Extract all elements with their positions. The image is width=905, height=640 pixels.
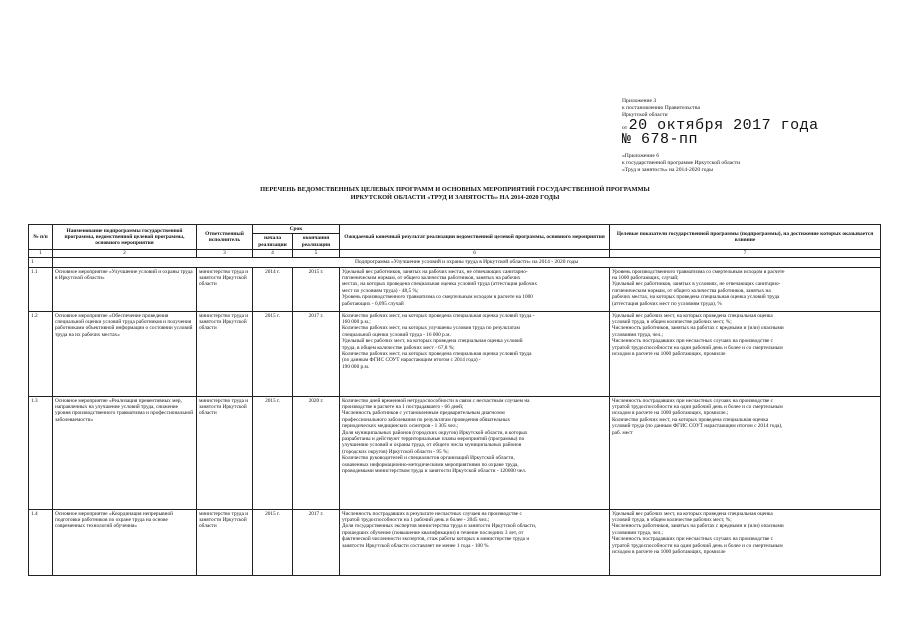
result-line: 190 000 р.м. xyxy=(342,363,370,370)
appendix-line-6: «Приложение 6 xyxy=(622,153,660,159)
header-executor: Ответственный исполнитель xyxy=(197,225,253,250)
row-executor: министерство труда и занятости Иркутской области xyxy=(197,509,253,575)
column-index-row xyxy=(29,250,881,258)
indicator-line: Численность пострадавших при несчастных случаях на производстве с xyxy=(612,536,773,543)
appendix-line-8: «Труд и занятость» на 2014-2020 годы xyxy=(622,167,713,173)
result-line: производстве в расчете на 1 пострадавшего - 66 дней; xyxy=(342,404,464,411)
indicator-line: на 1000 работающих, случай; xyxy=(612,275,679,282)
row-executor: министерство труда и занятости Иркутской области xyxy=(197,396,253,509)
header-row xyxy=(29,225,881,234)
row-end: 2020 г. xyxy=(293,396,340,509)
row-name: Основное мероприятие «Координация непрерывной подготовки работников по охране труда на основе современных технологий обучения» xyxy=(53,509,197,575)
result-line: Численность работников с установленным предварительным диагнозом xyxy=(342,410,505,417)
result-line: Количество рабочих мест, на которых проведена специальная оценка условий труда xyxy=(342,351,532,358)
indicator-line: Численность пострадавших при несчастных случаях на производстве с xyxy=(612,397,773,404)
result-line: Уровень производственного травматизма со смертельным исходом в расчете на 1000 xyxy=(342,294,533,301)
row-start: 2015 г. xyxy=(253,311,293,396)
row-num: 1.4 xyxy=(29,509,53,575)
table-row xyxy=(29,267,881,311)
result-line: занятости Иркутской области составляет не менее 1 года - 100 % xyxy=(342,542,489,549)
result-line: гигиеническим нормам, от общего количества работников, занятых на рабочих xyxy=(342,275,521,282)
result-line: Количество дней временной нетрудоспособности в связи с несчастным случаем на xyxy=(342,397,530,404)
result-line: Доля муниципальных районов (городских округов) Иркутской области, в которых xyxy=(342,429,528,436)
indicator-line: условиями труда, чел.; xyxy=(612,529,664,536)
appendix-block xyxy=(622,98,872,174)
col-index: 2 xyxy=(53,250,197,258)
title-line-1: ПЕРЕЧЕНЬ ВЕДОМСТВЕННЫХ ЦЕЛЕВЫХ ПРОГРАММ И ОСНОВНЫХ МЕРОПРИЯТИЙ ГОСУДАРСТВЕННОЙ ПРОГРАММЫ xyxy=(260,186,650,193)
subprogram-label: Подпрограмма «Улучшение условий и охраны труда в Иркутской области» на 2014 - 2020 годы xyxy=(53,258,881,267)
result-line: (по данным ФГИС СОУТ нарастающим итогом с 2014 года) - xyxy=(342,357,481,364)
row-indicators xyxy=(610,267,881,311)
row-num: 1.1 xyxy=(29,267,53,311)
appendix-date-prefix: от xyxy=(622,125,628,131)
col-index: 5 xyxy=(293,250,340,258)
result-line: улучшению условий и охраны труда, от общего числа муниципальных районов xyxy=(342,442,522,449)
result-line: Количество рабочих мест, на которых улучшены условия труда по результатам xyxy=(342,325,520,332)
result-line: прошедших обучение (повышение квалификации) в течение последних 3 лет, от xyxy=(342,529,524,536)
result-line: мест по условиям труда) - 48,5 %; xyxy=(342,287,419,294)
indicator-line: Численность пострадавших при несчастных случаях на производстве с xyxy=(612,338,773,345)
appendix-number: № 678-пп xyxy=(622,131,699,148)
header-num: № п/п xyxy=(29,225,53,250)
col-index: 1 xyxy=(29,250,53,258)
header-result: Ожидаемый конечный результат реализации ведомственной целевой программы, основного мероприятия xyxy=(340,225,610,250)
indicator-line: утратой трудоспособности на один рабочий день и более и со смертельным xyxy=(612,344,783,351)
title-line-2: ИРКУТСКОЙ ОБЛАСТИ «ТРУД И ЗАНЯТОСТЬ» НА 2014-2020 ГОДЫ xyxy=(350,194,560,201)
header-end: окончания реализации xyxy=(293,234,340,250)
result-line: утратой трудоспособности на 1 рабочий день и более - 2045 чел.; xyxy=(342,517,490,524)
result-line: фактической численности экспертов, стаж работы которых в министерстве труда и xyxy=(342,536,530,543)
indicator-line: раб. мест xyxy=(612,429,633,436)
row-executor: министерство труда и занятости Иркутской области xyxy=(197,311,253,396)
indicator-line: Численность работников, занятых на работах с вредными и (или) опасными xyxy=(612,325,784,332)
row-result xyxy=(340,267,610,311)
result-line: Количество руководителей и специалистов организаций Иркутской области, xyxy=(342,455,515,462)
result-line: охваченных информационно-методическими мероприятиями по охране труда, xyxy=(342,461,519,468)
subprogram-row xyxy=(29,258,881,267)
result-line: труда, в общем количестве рабочих мест - 67,8 %; xyxy=(342,344,455,351)
col-index: 6 xyxy=(340,250,610,258)
row-num: 1.2 xyxy=(29,311,53,396)
indicator-line: Удельный вес работников, занятых в условиях, не отвечающих санитарно- xyxy=(612,281,781,288)
appendix-line-7: к государственной программе Иркутской области xyxy=(622,160,741,166)
row-indicators xyxy=(610,396,881,509)
row-indicators xyxy=(610,509,881,575)
result-line: разработаны и действуют территориальные планы мероприятий (программы) по xyxy=(342,436,525,443)
appendix-date: 20 октября 2017 года xyxy=(628,117,819,134)
header-term: Срок xyxy=(253,225,340,234)
header-name: Наименование подпрограммы государственной программы, ведомственной целевой программы, основного мероприятия xyxy=(53,225,197,250)
indicator-line: условий труда, в общем количестве рабочих мест, %; xyxy=(612,319,732,326)
row-num: 1.3 xyxy=(29,396,53,509)
result-line: Численность пострадавших в результате несчастных случаев на производстве с xyxy=(342,510,522,517)
row-end: 2017 г. xyxy=(293,509,340,575)
indicator-line: гигиеническим нормам, от общего количества работников, занятых на xyxy=(612,287,771,294)
col-index: 4 xyxy=(253,250,293,258)
indicator-line: условиями труда, чел.; xyxy=(612,331,664,338)
indicator-line: Численность работников, занятых на работах с вредными и (или) опасными xyxy=(612,523,784,530)
indicator-line: исходом в расчете на 1000 работающих, промилле xyxy=(612,351,726,358)
row-indicators xyxy=(610,311,881,396)
col-index: 3 xyxy=(197,250,253,258)
result-line: проводимыми министерством труда и занятости Иркутской области - 120000 чел. xyxy=(342,468,527,475)
document-title xyxy=(150,186,760,202)
result-line: Доля государственных экспертов министерства труда и занятости Иркутской области, xyxy=(342,523,537,530)
result-line: специальной оценки условий труда - 16 000 р.м. xyxy=(342,331,451,338)
result-line: периодических медицинских осмотров - 1 305 чел.; xyxy=(342,423,459,430)
result-line: работающих - 0,095 случай xyxy=(342,300,404,307)
row-name: Основное мероприятие «Улучшение условий и охраны труда в Иркутской области» xyxy=(53,267,197,311)
indicator-line: рабочих местах, на которых проведена специальная оценка условий труда xyxy=(612,294,780,301)
appendix-line-2: к постановлению Правительства xyxy=(622,105,700,111)
row-result xyxy=(340,509,610,575)
indicator-line: (аттестация рабочих мест по условиям труда), % xyxy=(612,300,722,307)
indicator-line: Удельный вес рабочих мест, на которых проведена специальная оценка xyxy=(612,510,773,517)
appendix-line-3: Иркутской области xyxy=(622,112,668,118)
indicator-line: условий труда, в общем количестве рабочих мест, %; xyxy=(612,517,732,524)
row-executor: министерство труда и занятости Иркутской области xyxy=(197,267,253,311)
result-line: профессионального заболевания по результатам проведения обязательных xyxy=(342,416,511,423)
row-end: 2017 г. xyxy=(293,311,340,396)
indicator-line: исходом в расчете на 1000 работающих, промилле xyxy=(612,549,726,556)
header-start: начала реализации xyxy=(253,234,293,250)
indicator-line: утратой трудоспособности на один рабочий день и более и со смертельным xyxy=(612,404,783,411)
row-start: 2015 г. xyxy=(253,396,293,509)
result-line: Удельный вес рабочих мест, на которых проведена специальная оценка условий xyxy=(342,338,523,345)
subprogram-num: 1 xyxy=(29,258,53,267)
row-name: Основное мероприятие «Обеспечение проведения специальной оценки условий труда работников и получения работниками объективной информации о состоянии условий труда на их рабочих местах» xyxy=(53,311,197,396)
indicator-line: Удельный вес рабочих мест, на которых проведена специальная оценка xyxy=(612,312,773,319)
table-row xyxy=(29,396,881,509)
indicator-line: исходом в расчете на 1000 работающих, промилле.; xyxy=(612,410,729,417)
table-row xyxy=(29,509,881,575)
result-line: Количество рабочих мест, на которых проведена специальная оценка условий труда - xyxy=(342,312,535,319)
result-line: 160 000 р.м.; xyxy=(342,319,371,326)
result-line: местах, на которых проведена специальная оценка условий труда (аттестация рабочих xyxy=(342,281,537,288)
indicator-line: утратой трудоспособности на один рабочий день и более и со смертельным xyxy=(612,542,783,549)
table-row xyxy=(29,311,881,396)
indicator-line: Количество рабочих мест, на которых проведена специальная оценка xyxy=(612,416,769,423)
programs-table xyxy=(28,224,881,576)
row-start: 2014 г. xyxy=(253,267,293,311)
result-line: Удельный вес работников, занятых на рабочих местах, не отвечающих санитарно- xyxy=(342,268,528,275)
result-line: (городских округов) Иркутской области - 95 %; xyxy=(342,448,449,455)
row-name: Основное мероприятие «Реализация превентивных мер, направленных на улучшение условий труда, снижение уровня производственного травматизма и профессиональной заболеваемости» xyxy=(53,396,197,509)
indicator-line: условий труда (по данным ФГИС СОУТ нарастающим итогом с 2014 года), xyxy=(612,423,783,430)
indicator-line: Уровень производственного травматизма со смертельным исходом в расчете xyxy=(612,268,785,275)
header-indicators: Целевые показатели государственной программы (подпрограммы), на достижение которых оказывается влияние xyxy=(610,225,881,250)
row-result xyxy=(340,396,610,509)
row-result xyxy=(340,311,610,396)
col-index: 7 xyxy=(610,250,881,258)
row-end: 2015 г. xyxy=(293,267,340,311)
row-start: 2015 г. xyxy=(253,509,293,575)
appendix-line-1: Приложение 3 xyxy=(622,98,657,104)
